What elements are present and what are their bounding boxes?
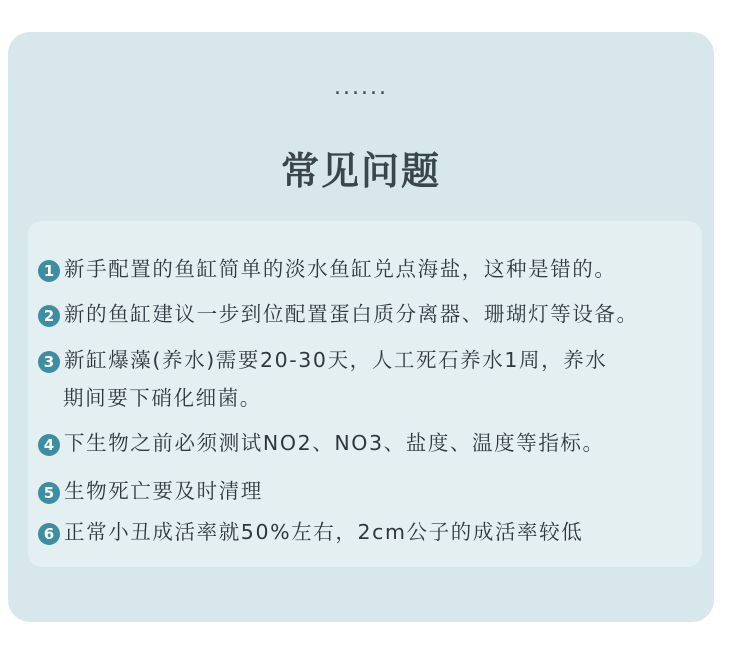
number-badge-6-icon: 6 <box>38 523 60 545</box>
decorative-dots: ...... <box>334 75 388 100</box>
number-badge-4-icon: 4 <box>38 434 60 456</box>
number-badge-1-icon: 1 <box>38 260 60 282</box>
faq-item-text: 正常小丑成活率就50%左右，2cm公子的成活率较低 <box>64 520 584 544</box>
faq-item-text: 生物死亡要及时清理 <box>64 479 263 503</box>
faq-item-text: 新的鱼缸建议一步到位配置蛋白质分离器、珊瑚灯等设备。 <box>64 302 639 326</box>
faq-list-panel <box>28 221 702 567</box>
faq-item-text: 新缸爆藻(养水)需要20-30天，人工死石养水1周，养水 <box>64 348 608 372</box>
faq-item-text: 新手配置的鱼缸简单的淡水鱼缸兑点海盐，这种是错的。 <box>64 257 617 281</box>
number-badge-2-icon: 2 <box>38 305 60 327</box>
faq-card <box>8 32 714 622</box>
number-badge-3-icon: 3 <box>38 351 60 373</box>
faq-item-text: 下生物之前必须测试NO2、NO3、盐度、温度等指标。 <box>64 431 605 455</box>
number-badge-5-icon: 5 <box>38 482 60 504</box>
faq-item-text-continued: 期间要下硝化细菌。 <box>63 386 262 410</box>
page-title: 常见问题 <box>280 149 441 193</box>
